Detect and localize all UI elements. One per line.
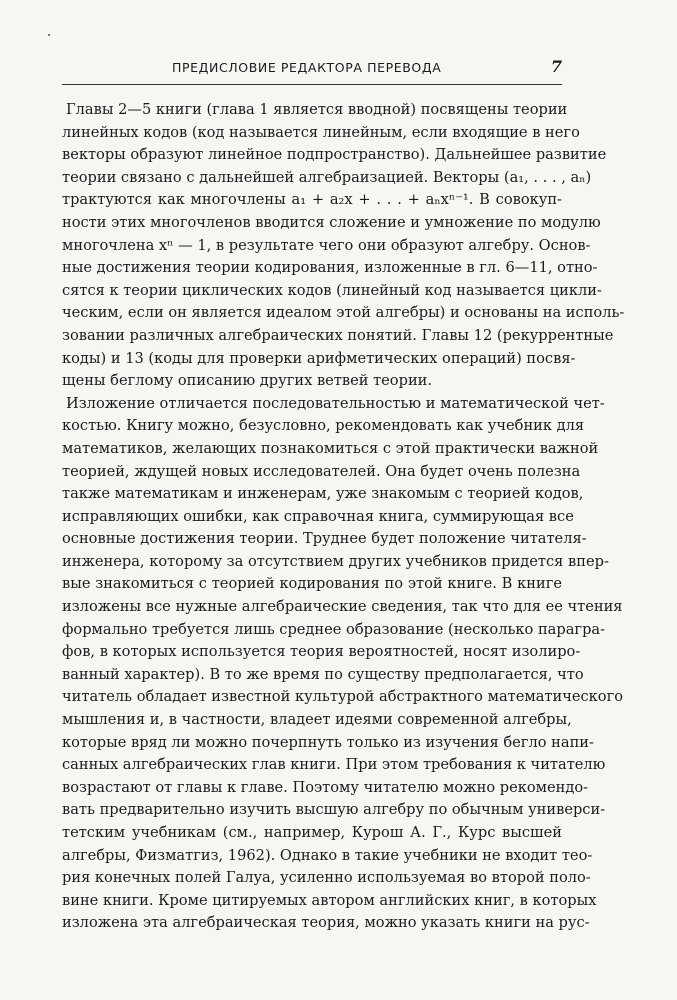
text-line: Главы 2—5 книги (глава 1 является вводной) посвящены теории — [66, 101, 568, 118]
text-line: фов, в которых используется теория вероятностей, носят изолиро- — [62, 643, 581, 661]
text-line: ные достижения теории кодирования, изложенные в гл. 6—11, отно- — [62, 259, 598, 277]
text-line: коды) и 13 (коды для проверки арифметических операций) посвя- — [62, 349, 576, 367]
text-line: теории связано с дальнейшей алгебраизацией. Векторы (a₁, . . . , aₙ) — [62, 168, 592, 186]
text-line: изложена эта алгебраическая теория, можно указать книги на рус- — [62, 914, 590, 932]
running-header — [62, 54, 562, 82]
text-line: костью. Книгу можно, безусловно, рекомендовать как учебник для — [62, 417, 585, 435]
text-line: также математикам и инженерам, уже знакомым с теорией кодов, — [62, 485, 584, 503]
text-line: мышления и, в частности, владеет идеями современной алгебры, — [62, 711, 572, 729]
text-line: алгебры, Физматгиз, 1962). Однако в такие учебники не входит тео- — [62, 846, 593, 864]
text-line: сятся к теории циклических кодов (линейный код называется цикли- — [62, 281, 602, 299]
page-number: 7 — [550, 57, 562, 76]
text-line: формально требуется лишь среднее образование (несколько парагра- — [62, 620, 606, 638]
text-line: Изложение отличается последовательностью и математической чет- — [66, 394, 605, 412]
text-line: многочлена xⁿ — 1, в результате чего они образуют алгебру. Основ- — [62, 236, 591, 254]
text-line: читатель обладает известной культурой абстрактного математического — [62, 688, 624, 706]
text-line: изложены все нужные алгебраические сведения, так что для ее чтения — [62, 598, 623, 616]
text-line: ванный характер). В то же время по существу предполагается, что — [62, 665, 584, 683]
text-line: вине книги. Кроме цитируемых автором английских книг, в которых — [62, 891, 597, 909]
page-mark — [48, 34, 50, 36]
header-rule — [62, 84, 562, 85]
text-line: исправляющих ошибки, как справочная книга, суммирующая все — [62, 507, 574, 525]
text-line: рия конечных полей Галуа, усиленно используемая во второй поло- — [62, 869, 591, 887]
text-line: основные достижения теории. Труднее будет положение читателя- — [62, 530, 587, 548]
text-line: санных алгебраических глав книги. При этом требования к читателю — [62, 756, 606, 774]
text-line: математиков, желающих познакомиться с этой практически важной — [62, 439, 599, 457]
text-line: зовании различных алгебраических понятий. Главы 12 (рекуррентные — [62, 326, 614, 344]
text-line: вые знакомиться с теорией кодирования по этой книге. В книге — [62, 575, 562, 593]
text-line: теорией, ждущей новых исследователей. Она будет очень полезна — [62, 462, 581, 480]
text-line: векторы образуют линейное подпространство). Дальнейшее развитие — [62, 146, 607, 164]
text-line: линейных кодов (код называется линейным, если входящие в него — [62, 123, 580, 141]
paragraph-1 — [62, 99, 625, 393]
paragraph-2 — [62, 393, 624, 935]
text-line: ности этих многочленов вводится сложение и умножение по модулю — [62, 213, 601, 231]
text-line: возрастают от главы к главе. Поэтому читателю можно рекомендо- — [62, 778, 589, 796]
text-line: инженера, которому за отсутствием других учебников придется впер- — [62, 552, 609, 570]
running-title: ПРЕДИСЛОВИЕ РЕДАКТОРА ПЕРЕВОДА — [172, 60, 442, 75]
text-line: ческим, если он является идеалом этой алгебры) и основаны на исполь- — [62, 304, 625, 322]
text-line: трактуются как многочлены a₁ + a₂x + . . . + aₙxⁿ⁻¹. В совокуп- — [62, 191, 562, 209]
text-line: тетским учебникам (см., например, Курош А. Г., Курс высшей — [62, 824, 562, 841]
text-line: которые вряд ли можно почерпнуть только из изучения бегло напи- — [62, 733, 594, 751]
text-line: вать предварительно изучить высшую алгебру по обычным универси- — [62, 801, 606, 819]
text-line: щены беглому описанию других ветвей теории. — [62, 372, 433, 390]
body-text — [62, 99, 625, 935]
